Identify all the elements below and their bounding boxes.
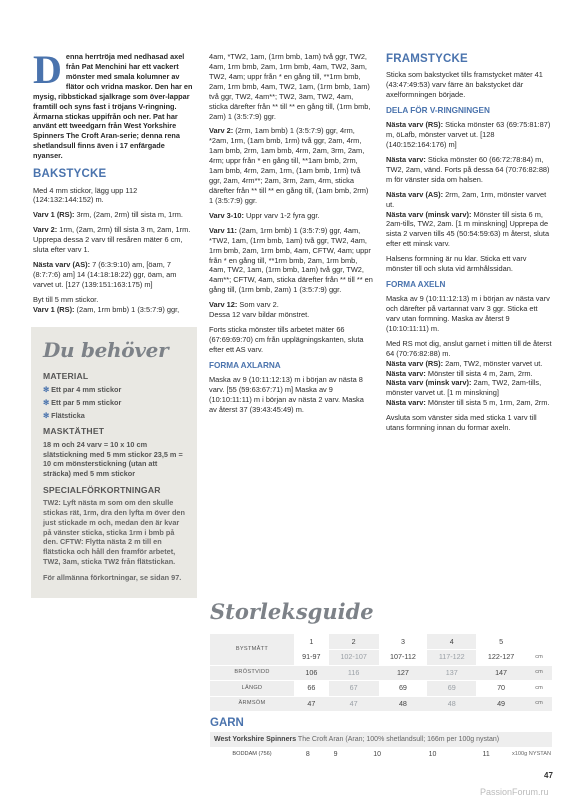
row-text: Dessa 12 varv bildar mönstret.	[209, 310, 310, 320]
asterisk-icon: ✻	[43, 385, 52, 394]
col2-p4	[209, 226, 373, 295]
abbrev-heading: SPECIALFÖRKORTNINGAR	[43, 484, 161, 495]
column-1	[33, 47, 195, 598]
col3-p13: Avsluta som vänster sida med sticka 1 varv till utans formning innan du formar axeln.	[386, 413, 537, 433]
size-cell: 107-112	[390, 652, 416, 662]
row-label: Varv 12:	[209, 300, 238, 310]
gauge-text: 18 m och 24 varv = 10 x 10 cm slätstickning med 5 mm stickor 23,5 m = 10 cm mönsterstickning (utan att sträcka) med 5 mm stickor	[43, 439, 183, 479]
bakstycke-p3	[33, 225, 195, 255]
size-row	[210, 665, 552, 681]
row-label: Varv 2:	[33, 225, 58, 235]
yarn-brand: West Yorkshire Spinners	[214, 735, 297, 743]
size-label: BYSTMÅTT	[210, 634, 294, 665]
material-item	[43, 398, 187, 408]
row-text: Med RS mot dig, anslut garnet i mitten till de återst 64 (70:76:82:88) m.	[386, 338, 552, 358]
row-text: Uppr varv 1-2 fyra ggr.	[243, 210, 320, 220]
framstycke-heading: FRAMSTYCKE	[386, 53, 468, 65]
unit-cell: cm	[526, 696, 552, 712]
row-label: Varv 2:	[209, 126, 234, 136]
unit-cell: cm	[535, 653, 543, 660]
unit-cell: x100g NYSTAN	[512, 750, 552, 757]
yarn-table	[210, 732, 552, 762]
bakstycke-p1: Med 4 mm stickor, lägg upp 112 (124:132:144:152) m.	[33, 185, 138, 205]
material-text: Ett par 4 mm stickor	[51, 385, 122, 394]
row-label: Nästa varv (AS):	[386, 189, 444, 199]
col3-p6: Halsens formning är nu klar. Sticka ett varv mönster till och sluta vid ärmhålssidan.	[386, 254, 527, 274]
yarn-cell: 9	[333, 750, 338, 758]
size-label: BRÖSTVIDD	[210, 665, 294, 681]
unit-cell	[526, 634, 552, 650]
abbrev-ref: För allmänna förkortningar, se sidan 97.	[43, 572, 182, 582]
column-3	[386, 52, 552, 438]
row-text: 2am, TW2, 2am-tills, mönster varvet ut. [1 m minskning]	[386, 378, 542, 398]
col3-p3	[386, 155, 552, 185]
yarn-cell: 8	[305, 750, 310, 758]
row-text: (2am, 1rm bmb) 1 (3:5:7:9) ggr, 4am, *TW2, 1am, (1rm bmb, 1am) två ggr, TW2, 4am, 1rm bmb, 2am, 1rm bmb, 4am, CFTW, 4am; uppr från * en gång till, **1rm bmb, 2am, 1rm bmb, 4am, TW2, 1am, (1rm bmb, 1am) två ggr, TW2, 4am**; CFTW, 4am, sticka därefter från ** till ** en gång till, (1rm bmb, 2am) 1 (3:5:7:9) ggr.	[209, 225, 373, 295]
yarn-row	[210, 732, 552, 747]
material-heading: MATERIAL	[43, 371, 89, 382]
row-text: 7 (6:3:9:10) am, [öam, 7 (8:7:7:6) am] 14 (14:18:18:22) ggr, öam, am varvet ut. [127 (139:151:163:175) m]	[33, 260, 177, 289]
row-text: Mönster till sista 6 m, 2am-tills, TW2, 2am. [1 m minskning] Upprepa de sista 2 varven tills 45 (50:54:59:63) m återst, sluta efter ett minsk varv.	[386, 209, 550, 249]
row-text: Mönster till sista 5 m, 1rm, 2am, 2rm.	[425, 398, 550, 408]
col3-p7: Maska av 9 (10:11:12:13) m i början av nästa varv och därefter på vartannat varv 3 ggr. Sticka ett varv utan formning. Maska av återst 9 (10:10:11:11) m.	[386, 294, 550, 333]
row-label: Nästa varv (RS):	[386, 358, 444, 368]
col3-p1: Sticka som bakstycket tills framstycket mäter 41 (43:47:49:53) varv färre än bakstycket där axelformningen började.	[386, 70, 543, 100]
size-cell: 69	[427, 681, 476, 697]
yarn-cell: 10	[428, 750, 437, 758]
intro-paragraph	[33, 47, 195, 161]
col2-p2	[209, 126, 373, 205]
v-ringning-heading: DELA FÖR V-RINGNINGEN	[386, 106, 490, 116]
col2-p8: Maska av 9 (10:11:12:13) m i början av nästa 8 varv. [55 (59:63:67:71) m] Maska av 9 (10:10:11:11) m i början av nästa 2 varv. Maska av återst 37 (39:43:45:49) m.	[209, 374, 364, 414]
size-label: ÄRMSÖM	[210, 696, 294, 712]
size-cell: 47	[294, 696, 329, 712]
size-cell: 102-107	[329, 650, 379, 666]
col2-p5	[209, 300, 373, 320]
yarn-cell: 10	[373, 750, 382, 758]
bakstycke-p2	[33, 210, 195, 220]
materials-card	[31, 327, 197, 598]
size-cell: 5	[499, 636, 504, 646]
size-cell: 147	[476, 665, 526, 681]
page-number: 47	[544, 771, 553, 780]
bakstycke-p6	[33, 295, 195, 315]
material-text: Ett par 5 mm stickor	[51, 397, 122, 407]
abbrev-text: TW2: Lyft nästa m som om den skulle stickas rät, 1rm, dra den lyfta m över den just stickade m och, medan den är kvar på vänster sticka, sticka 1rm i bmb på den. CFTW: Flytta nästa 2 m till en flätsticka och håll den framför arbetet, TW2, 3am, sticka TW2 från flätstickan.	[43, 498, 185, 566]
watermark: PassionForum.ru	[480, 787, 549, 797]
col3-p2	[386, 120, 552, 150]
asterisk-icon: ✻	[43, 397, 52, 407]
row-label: Nästa varv:	[386, 368, 426, 378]
row-text: Sticka mönster 63 (69:75:81:87) m, öLafb, mönster varvet ut. [128 (140:152:164:176) m]	[386, 120, 551, 149]
yarn-cell: 11	[482, 750, 490, 758]
column-2	[209, 52, 373, 419]
row-text: 2rm, 2am, 1rm, mönster varvet ut.	[386, 189, 547, 209]
col2-p7: Forts sticka mönster tills arbetet mäter 66 (67:69:69:70) cm från upplägningskanten, sluta efter ett AS varv.	[209, 325, 364, 354]
row-text: Som varv 2.	[237, 300, 279, 310]
row-text: Mönster till sista 4 m, 2am, 2rm.	[425, 368, 533, 378]
size-cell: 70	[497, 683, 506, 693]
row-label: Nästa varv:	[386, 154, 426, 164]
yarn-row	[210, 747, 552, 762]
gauge-heading: MASKTÄTHET	[43, 426, 105, 437]
size-cell: 47	[329, 696, 379, 712]
size-cell: 122-127	[487, 652, 515, 662]
yarn-desc	[210, 732, 552, 747]
size-cell: 66	[307, 683, 316, 693]
size-cell: 48	[427, 696, 476, 712]
size-cell: 69	[398, 683, 407, 693]
col3-p4	[386, 190, 552, 250]
col3-p8	[386, 339, 552, 408]
row-text: Byt till 5 mm stickor.	[33, 294, 99, 304]
size-label: LÄNGD	[210, 681, 294, 697]
material-text: Flätsticka	[51, 410, 85, 420]
size-row	[210, 681, 552, 697]
size-cell: 1	[309, 636, 314, 646]
material-item	[43, 411, 187, 421]
size-cell: 2	[329, 634, 379, 650]
forma-axlarna-heading: FORMA AXLARNA	[209, 360, 281, 370]
row-label: Nästa varv:	[386, 398, 426, 408]
size-table	[210, 634, 552, 712]
unit-cell: cm	[526, 665, 552, 681]
row-label: Varv 3-10:	[209, 210, 244, 220]
intro-text: enna herrtröja med nedhasad axel från Pat Menchini har ett vackert mönster med smala kolumner av flätor och vridna maskor. Den har en mysig, ribbstickad sjalkrage som över-lappar framtill och syns fast i tröjans V-ringning. Ärmarna stickas uppifrån och ner. Pat har använt ett tweedgarn från West Yorkshire Spinners The Croft Aran-serie; denna rena shetlandsull finns även i 17 enfärgade nyanser.	[33, 52, 193, 161]
row-text: (2am, 1rm bmb) 1 (3:5:7:9) ggr,	[74, 304, 180, 314]
row-label: Nästa varv (minsk varv):	[386, 209, 472, 219]
material-item	[43, 385, 187, 395]
forma-axeln-heading: FORMA AXELN	[386, 280, 446, 290]
size-cell: 127	[379, 665, 428, 681]
asterisk-icon: ✻	[43, 410, 52, 420]
row-label: Varv 11:	[209, 225, 237, 235]
size-cell: 49	[476, 696, 526, 712]
size-cell: 117-122	[427, 650, 476, 666]
row-text: (2rm, 1am bmb) 1 (3:5:7:9) ggr, 4rm, *2am, 1rm, (1am bmb, 1rm) två ggr, 2am, 4rm, 1am bmb, 2rm, 1am bmb, 4rm, 2am, 3rm, 2am, 4rm; uppr från * en gång till, **1am bmb, 2rm, 1am bmb, 4rm, 2am, 1rm, (1am bmb, 1rm) två ggr, 2am, 4rm**; 2am, 3rm, 2am, 4rm, sticka därefter från ** till ** en gång till, (1am bmb, 2rm) 1 (3:5:7:9) ggr.	[209, 126, 369, 205]
row-label: Varv 1 (RS):	[33, 210, 75, 220]
row-text: 1rm, (2am, 2rm) till sista 3 m, 2am, 1rm.	[57, 225, 191, 235]
row-text: 2am, TW2, mönster varvet ut.	[443, 358, 543, 368]
size-cell: 137	[427, 665, 476, 681]
row-text: 3rm, (2am, 2rm) till sista m, 1rm.	[74, 210, 183, 220]
shade-name: BODDAM (756)	[232, 750, 272, 757]
size-cell: 116	[329, 665, 379, 681]
size-row	[210, 634, 552, 650]
unit-cell: cm	[535, 684, 543, 691]
row-label: Varv 1 (RS):	[33, 304, 75, 314]
garn-heading: GARN	[210, 717, 244, 729]
col2-p3	[209, 211, 373, 221]
size-cell: 3	[400, 636, 405, 646]
size-cell: 67	[329, 681, 379, 697]
row-text: Upprepa dessa 2 varv till resåren mäter 6 cm, sluta efter varv 1.	[33, 235, 183, 255]
row-text: Sticka mönster 60 (66:72:78:84) m, TW2, 2am, vänd. Forts på dessa 64 (70:76:82:88) m för vänster sida om halsen.	[386, 154, 550, 184]
row-label: Nästa varv (RS):	[386, 120, 444, 130]
size-cell: 4	[427, 634, 476, 650]
bakstycke-p5	[33, 260, 195, 290]
size-row	[210, 696, 552, 712]
row-label: Nästa varv (minsk varv):	[386, 378, 472, 388]
size-cell: 106	[294, 665, 329, 681]
bakstycke-heading: BAKSTYCKE	[33, 168, 107, 181]
yarn-text: The Croft Aran (Aran; 100% shetlandsull; 166m per 100g nystan)	[296, 735, 500, 743]
col2-p1: 4am, *TW2, 1am, (1rm bmb, 1am) två ggr, TW2, 4am, 1rm bmb, 2am, 1rm bmb, 4am, TW2, 3am, TW2, 4am; uppr från * en gång till, **1rm bmb, 2am, 1rm bmb, 4am, TW2, 1am, (1rm bmb, 1am) två ggr, TW2, 4am**; TW2, 3am, TW2, 4am, sticka därefter från ** till ** en gång till, (1rm bmb, 2am) 1 (3:5:7:9) ggr.	[209, 52, 371, 121]
row-label: Nästa varv (AS):	[33, 260, 91, 270]
card-title: Du behöver	[43, 337, 169, 362]
size-cell: 48	[379, 696, 428, 712]
size-cell: 91-97	[302, 652, 321, 662]
drop-cap: D	[33, 47, 62, 92]
size-guide-title: Storleksguide	[210, 599, 374, 624]
